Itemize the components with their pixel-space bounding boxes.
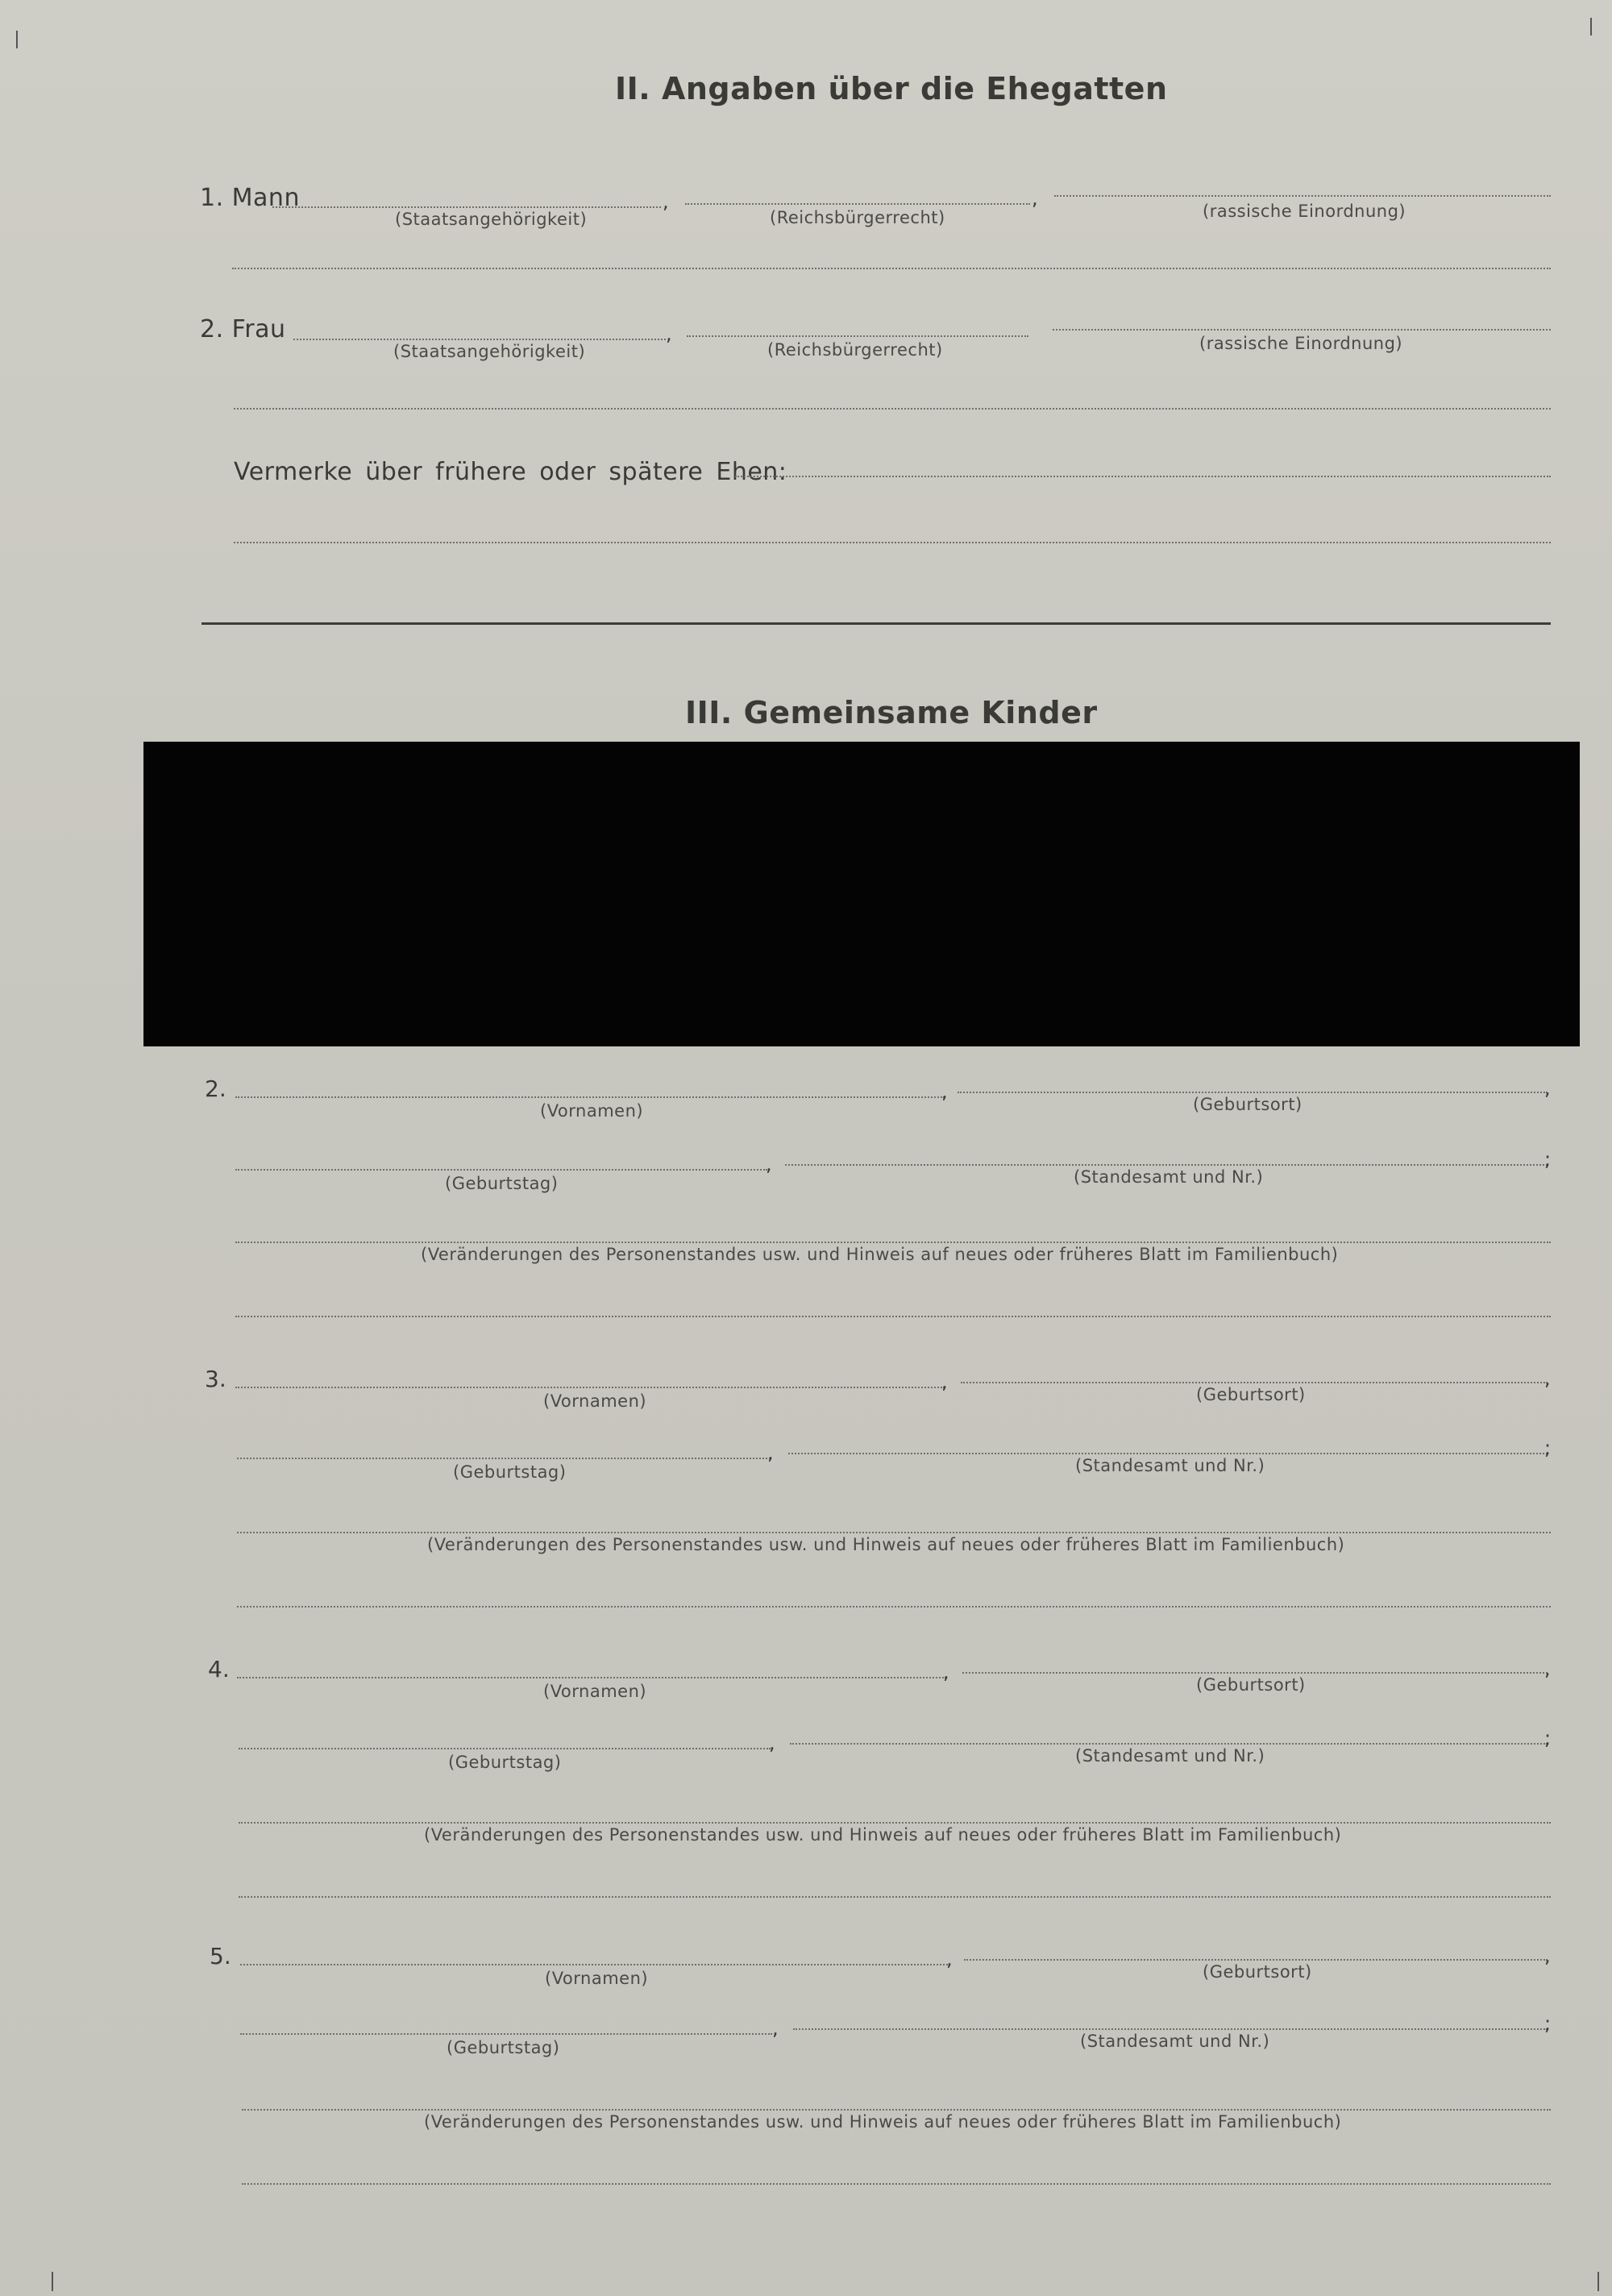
- section-divider: [202, 622, 1551, 625]
- child-3-vornamen-field[interactable]: [235, 1387, 945, 1388]
- mann-staatsangehoerigkeit-field[interactable]: [272, 206, 661, 208]
- child-5-caption-geburtsort: (Geburtsort): [1203, 1962, 1312, 1982]
- child-2-extra-line[interactable]: [235, 1316, 1551, 1317]
- child-4-standesamt-field[interactable]: [790, 1743, 1548, 1745]
- frau-rassische-einordnung-field[interactable]: [1053, 329, 1551, 331]
- section-3-title: III. Gemeinsame Kinder: [685, 695, 1098, 730]
- child-3-caption-geburtsort: (Geburtsort): [1196, 1385, 1306, 1404]
- child-2-geburtstag-field[interactable]: [235, 1169, 767, 1171]
- frau-staatsangehoerigkeit-field[interactable]: [293, 339, 666, 340]
- child-3-comma-2: ,: [1544, 1367, 1551, 1390]
- redaction-block: [143, 742, 1580, 1046]
- child-2-geburtsort-field[interactable]: [958, 1092, 1548, 1093]
- frau-caption-staat: (Staatsangehörigkeit): [393, 342, 586, 361]
- child-4-geburtstag-field[interactable]: [239, 1748, 771, 1749]
- child-2-number: 2.: [205, 1075, 226, 1102]
- child-2-caption-standesamt: (Standesamt und Nr.): [1074, 1167, 1264, 1187]
- child-2-semicolon: ;: [1544, 1148, 1552, 1171]
- child-5-vornamen-field[interactable]: [240, 1964, 948, 1965]
- mann-rassische-einordnung-field[interactable]: [1054, 195, 1551, 197]
- frau-reichsbuergerrecht-field[interactable]: [687, 335, 1028, 337]
- child-5-caption-veraenderungen: (Veränderungen des Personenstandes usw. und Hinweis auf neues oder früheres Blatt im Familienbuch): [424, 2112, 1342, 2132]
- section-2-title: II. Angaben über die Ehegatten: [615, 71, 1168, 106]
- child-4-comma-2: ,: [1544, 1658, 1551, 1680]
- mann-reichsbuergerrecht-field[interactable]: [685, 203, 1030, 205]
- child-2-caption-vornamen: (Vornamen): [540, 1101, 644, 1121]
- child-5-standesamt-field[interactable]: [793, 2028, 1548, 2030]
- child-3-extra-line[interactable]: [237, 1606, 1551, 1608]
- mann-caption-staat: (Staatsangehörigkeit): [395, 210, 588, 229]
- mann-caption-reich: (Reichsbürgerrecht): [770, 208, 945, 227]
- child-5-extra-line[interactable]: [242, 2183, 1551, 2185]
- bottom-right-edge-mark: [1597, 2272, 1599, 2291]
- child-2-caption-geburtstag: (Geburtstag): [445, 1174, 559, 1193]
- vermerke-label: Vermerke über frühere oder spätere Ehen:: [234, 458, 787, 486]
- child-2-caption-veraenderungen: (Veränderungen des Personenstandes usw. und Hinweis auf neues oder früheres Blatt im Familienbuch): [421, 1245, 1339, 1264]
- vermerke-extra-line[interactable]: [234, 542, 1551, 543]
- right-edge-mark: [1590, 18, 1592, 35]
- child-4-extra-line[interactable]: [239, 1896, 1551, 1898]
- child-4-comma-3: ,: [769, 1732, 775, 1754]
- child-3-caption-standesamt: (Standesamt und Nr.): [1075, 1456, 1265, 1475]
- child-3-caption-vornamen: (Vornamen): [543, 1391, 647, 1411]
- child-3-geburtstag-field[interactable]: [237, 1458, 771, 1459]
- child-5-geburtstag-field[interactable]: [240, 2033, 772, 2035]
- mann-comma-2: ,: [1032, 187, 1038, 210]
- child-2-veraenderungen-field[interactable]: [235, 1242, 1551, 1243]
- child-3-geburtsort-field[interactable]: [961, 1382, 1548, 1383]
- child-5-caption-vornamen: (Vornamen): [545, 1969, 649, 1988]
- child-4-geburtsort-field[interactable]: [962, 1672, 1548, 1674]
- child-2-standesamt-field[interactable]: [785, 1164, 1548, 1166]
- child-3-veraenderungen-field[interactable]: [237, 1532, 1551, 1533]
- child-5-veraenderungen-field[interactable]: [242, 2109, 1551, 2111]
- frau-extra-line[interactable]: [234, 408, 1551, 410]
- child-4-number: 4.: [208, 1656, 230, 1682]
- child-4-caption-geburtsort: (Geburtsort): [1196, 1675, 1306, 1695]
- frau-caption-reich: (Reichsbürgerrecht): [767, 340, 943, 360]
- child-3-comma-1: ,: [941, 1371, 948, 1393]
- child-4-semicolon: ;: [1544, 1727, 1552, 1749]
- mann-label: 1. Mann: [200, 184, 300, 212]
- child-5-comma-1: ,: [946, 1948, 953, 1970]
- child-2-vornamen-field[interactable]: [235, 1096, 945, 1098]
- frau-comma-1: ,: [666, 322, 672, 345]
- child-2-caption-geburtsort: (Geburtsort): [1193, 1095, 1302, 1114]
- frau-caption-rasse: (rassische Einordnung): [1199, 334, 1403, 353]
- child-3-standesamt-field[interactable]: [788, 1453, 1548, 1454]
- vermerke-field[interactable]: [735, 476, 1551, 477]
- child-2-comma-3: ,: [766, 1153, 772, 1175]
- child-4-veraenderungen-field[interactable]: [239, 1822, 1551, 1824]
- mann-caption-rasse: (rassische Einordnung): [1203, 202, 1406, 221]
- mann-comma-1: ,: [663, 190, 669, 213]
- child-3-semicolon: ;: [1544, 1437, 1552, 1459]
- child-3-caption-veraenderungen: (Veränderungen des Personenstandes usw. und Hinweis auf neues oder früheres Blatt im Familienbuch): [427, 1535, 1345, 1554]
- child-5-comma-3: ,: [772, 2017, 779, 2040]
- child-3-caption-geburtstag: (Geburtstag): [453, 1462, 567, 1482]
- child-5-number: 5.: [210, 1943, 231, 1969]
- child-5-geburtsort-field[interactable]: [964, 1959, 1548, 1961]
- child-4-caption-vornamen: (Vornamen): [543, 1682, 647, 1701]
- child-4-vornamen-field[interactable]: [237, 1677, 946, 1678]
- child-3-comma-3: ,: [767, 1441, 774, 1464]
- child-2-comma-2: ,: [1544, 1077, 1551, 1100]
- child-5-semicolon: ;: [1544, 2012, 1552, 2035]
- bottom-left-edge-mark: [52, 2272, 53, 2291]
- child-4-comma-1: ,: [943, 1661, 949, 1683]
- mann-extra-line[interactable]: [232, 268, 1551, 269]
- child-5-comma-2: ,: [1544, 1945, 1551, 1967]
- left-edge-mark: [16, 31, 18, 48]
- child-5-caption-standesamt: (Standesamt und Nr.): [1080, 2032, 1270, 2051]
- child-4-caption-veraenderungen: (Veränderungen des Personenstandes usw. und Hinweis auf neues oder früheres Blatt im Familienbuch): [424, 1825, 1342, 1845]
- child-3-number: 3.: [205, 1366, 226, 1392]
- child-5-caption-geburtstag: (Geburtstag): [447, 2038, 560, 2057]
- child-2-comma-1: ,: [941, 1080, 948, 1103]
- child-4-caption-geburtstag: (Geburtstag): [448, 1753, 562, 1772]
- child-4-caption-standesamt: (Standesamt und Nr.): [1075, 1746, 1265, 1766]
- frau-label: 2. Frau: [200, 315, 286, 343]
